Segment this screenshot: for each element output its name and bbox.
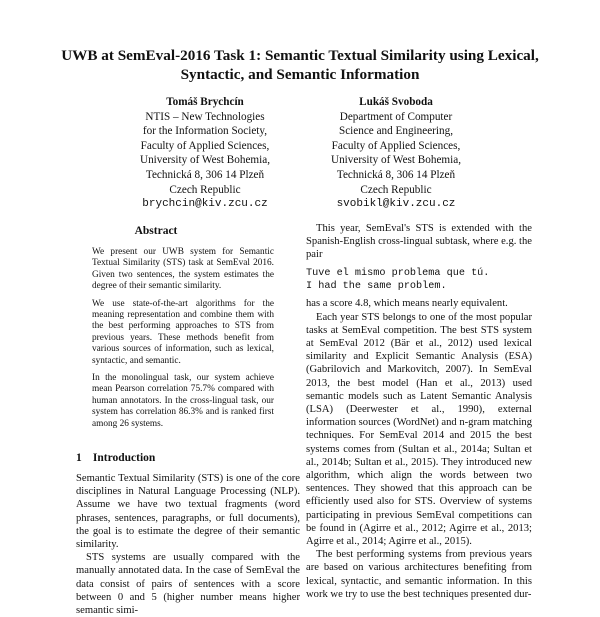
example-spanish: Tuve el mismo problema que tú. <box>306 267 490 279</box>
body-paragraph: The best performing systems from previous years are based on various architectures benefiting from lexical, syntactic, and semantic information. In this work we try to use the best techniques presented dur- <box>306 549 532 600</box>
author-name: Tomáš Brychcín <box>166 96 244 108</box>
author-affiliation-line: Czech Republic <box>169 183 241 196</box>
paper-title-line-2: Syntactic, and Semantic Information <box>180 66 420 83</box>
author-affiliation-line: Faculty of Applied Sciences, <box>140 139 270 152</box>
abstract-body <box>92 247 274 436</box>
right-column-body <box>306 222 532 601</box>
body-paragraph: Each year STS belongs to one of the most popular tasks at SemEval competition. The best STS system at SemEval 2012 (Bär et al., 2012) used lexical similarity and Explicit Semantic Analysis (ESA) (Gabrilovich and Markovitch, 2007). In SemEval 2013, the best model (Han et al., 2013) used semantic models such as Latent Semantic Analysis (LSA) (Deerwester et al., 1990), external information sources (WordNet) and n-gram matching techniques. For SemEval 2014 and 2015 the best systems comes from (Sultan et al., 2014a; Sultan et al., 2014b; Sultan et al., 2015). They introduced new algorithm, which align the words between two sentences. They showed that this approach can be efficiently used also for STS. Overview of systems participating in previous SemEval competitions can be found in (Agirre et al., 2012; Agirre et al., 2013; Agirre et al., 2014; Agirre et al., 2015). <box>306 311 532 548</box>
abstract-paragraph: We use state-of-the-art algorithms for the meaning representation and combine them with the best performing approaches to STS from previous years. These methods benefit from various sources of information, such as lexical, syntactic, and semantic. <box>92 298 274 366</box>
author-block-1 <box>105 95 305 212</box>
author-affiliation-line: University of West Bohemia, <box>139 154 270 167</box>
author-name: Lukáš Svoboda <box>359 96 433 108</box>
abstract-paragraph: We present our UWB system for Semantic Textual Similarity (STS) task at SemEval 2016. Given two sentences, the system estimates the degree of their semantic similarity. <box>92 247 274 292</box>
author-affiliation-line: Department of Computer <box>339 110 453 123</box>
author-affiliation-line: Technická 8, 306 14 Plzeň <box>336 168 456 181</box>
author-affiliation-line: NTIS – New Technologies <box>145 110 265 123</box>
author-block-2 <box>296 95 496 212</box>
section-heading-introduction <box>76 452 155 464</box>
author-email[interactable]: svobikl@kiv.zcu.cz <box>336 198 456 211</box>
paper-title <box>40 46 560 84</box>
author-affiliation-line: Faculty of Applied Sciences, <box>331 139 461 152</box>
author-affiliation-line: Science and Engineering, <box>338 125 453 138</box>
intro-body <box>76 472 300 617</box>
body-paragraph: has a score 4.8, which means nearly equivalent. <box>306 298 508 310</box>
section-number: 1 <box>76 452 82 464</box>
author-email[interactable]: brychcin@kiv.zcu.cz <box>142 198 268 211</box>
author-affiliation-line: Technická 8, 306 14 Plzeň <box>145 168 265 181</box>
author-affiliation-line: Czech Republic <box>360 183 432 196</box>
body-paragraph: STS systems are usually compared with the manually annotated data. In the case of SemEval the data consist of pairs of sentences with a score between 0 and 5 (higher number means higher semantic simi- <box>76 552 300 617</box>
author-affiliation-line: University of West Bohemia, <box>330 154 461 167</box>
body-paragraph: Semantic Textual Similarity (STS) is one of the core disciplines in Natural Language Processing (NLP). Assume we have two textual fragments (word phrases, sentences, paragraphs, or full documents), the goal is to estimate the degree of their semantic similarity. <box>76 473 300 551</box>
example-english: I had the same problem. <box>306 281 447 293</box>
abstract-heading: Abstract <box>134 225 178 237</box>
section-title: Introduction <box>92 452 156 464</box>
body-paragraph: This year, SemEval's STS is extended with the Spanish-English cross-lingual subtask, where e.g. the pair <box>306 223 532 261</box>
example-sentence-pair <box>306 267 532 294</box>
author-affiliation-line: for the Information Society, <box>142 125 268 138</box>
paper-title-line-1: UWB at SemEval-2016 Task 1: Semantic Textual Similarity using Lexical, <box>61 47 539 64</box>
abstract-paragraph: In the monolingual task, our system achieve mean Pearson correlation 75.7% compared with human annotators. In the cross-lingual task, our system has correlation 86.3% and is ranked first among 26 systems. <box>92 373 274 429</box>
